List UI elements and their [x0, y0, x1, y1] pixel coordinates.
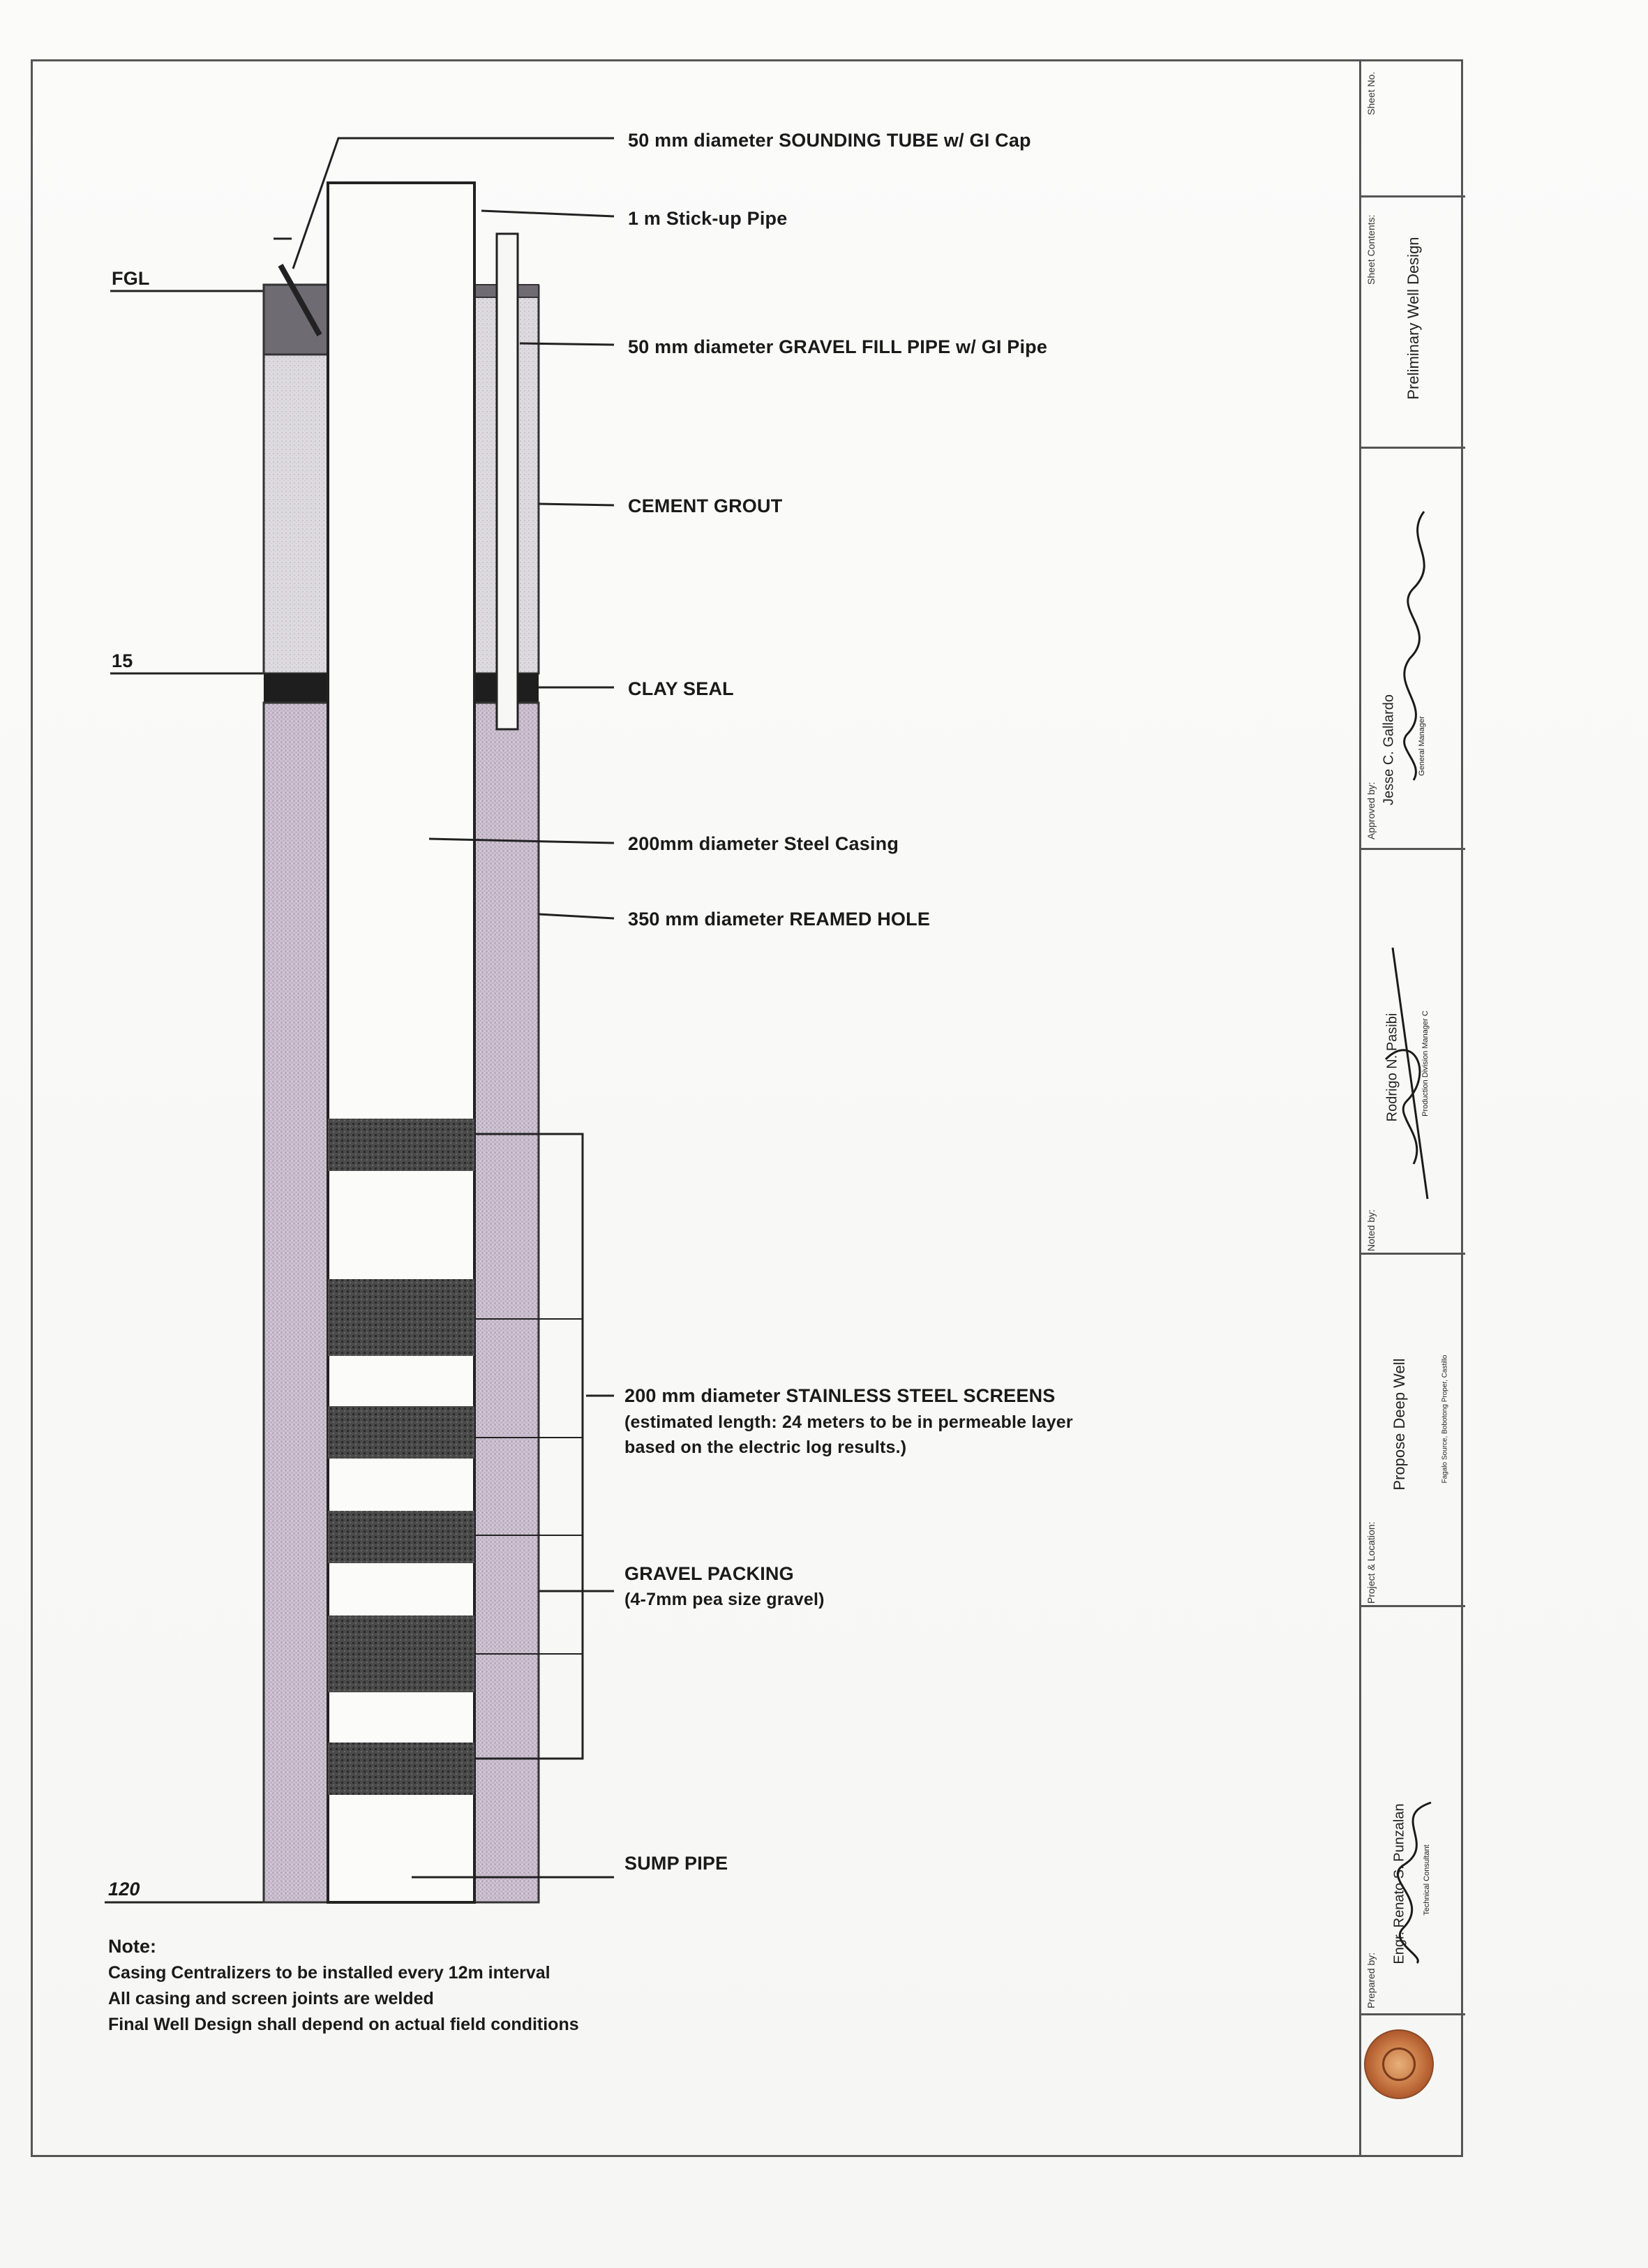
note-line-2: All casing and screen joints are welded: [108, 1989, 434, 2008]
tb-approver-name: Jesse C. Gallardo: [1381, 694, 1397, 805]
left-cement-grout: [264, 328, 328, 673]
noter-signature: [1372, 934, 1448, 1213]
tb-approver-title: General Manager: [1418, 716, 1426, 776]
tb-prepared-caption: Prepared by:: [1365, 1952, 1377, 2008]
right-gravel-pack: [474, 703, 539, 1902]
tb-sheet-no: [1361, 59, 1465, 195]
official-seal-icon: [1364, 2029, 1434, 2099]
depth-15-label: 15: [112, 650, 133, 671]
callout-steel-casing: 200mm diameter Steel Casing: [628, 833, 899, 854]
callout-clay-seal: CLAY SEAL: [628, 678, 734, 699]
screen-3: [328, 1406, 474, 1458]
leader-gravel-fill: [520, 343, 614, 345]
tb-preparer-name: Engr. Renato S. Punzalan: [1391, 1803, 1407, 1964]
note-line-3: Final Well Design shall depend on actual field conditions: [108, 2015, 579, 2034]
preparer-signature: [1375, 1789, 1452, 1970]
left-gravel-pack: [264, 703, 328, 1902]
tb-sheet-contents: [1361, 195, 1465, 447]
tb-noter-title: Production Division Manager C: [1421, 1010, 1430, 1117]
screen-6: [328, 1743, 474, 1795]
callout-gravel-packing-line1: GRAVEL PACKING: [624, 1563, 794, 1584]
fgl-label: FGL: [112, 268, 150, 289]
notes-title: Note:: [108, 1936, 156, 1957]
tb-approved: [1361, 447, 1465, 848]
tb-project: [1361, 1253, 1465, 1605]
notes: [108, 1936, 579, 2041]
callout-stickup-pipe: 1 m Stick-up Pipe: [628, 208, 788, 229]
tb-approved-caption: Approved by:: [1365, 782, 1377, 840]
leader-stickup: [481, 211, 614, 216]
screen-5: [328, 1616, 474, 1692]
callout-gravel-fill-pipe: 50 mm diameter GRAVEL FILL PIPE w/ GI Pipe: [628, 336, 1048, 357]
callout-gravel-packing-line2: (4-7mm pea size gravel): [624, 1590, 825, 1609]
tb-noted: [1361, 848, 1465, 1253]
tb-sheet-contents-value: Preliminary Well Design: [1404, 237, 1422, 400]
tb-preparer-title: Technical Consultant: [1423, 1844, 1431, 1916]
screen-2: [328, 1279, 474, 1356]
note-line-1: Casing Centralizers to be installed every 12m interval: [108, 1963, 550, 1983]
tb-noter-name: Rodrigo N. Pasibi: [1384, 1013, 1400, 1122]
screen-1: [328, 1119, 474, 1171]
tb-project-location: Fagalo Source, Bobotong Proper, Castillo: [1441, 1355, 1449, 1484]
callout-reamed-hole: 350 mm diameter REAMED HOLE: [628, 909, 931, 930]
callout-sump-pipe: SUMP PIPE: [624, 1853, 728, 1874]
tb-sheet-contents-caption: Sheet Contents:: [1365, 214, 1377, 285]
tb-prepared: [1361, 1605, 1465, 2013]
callout-screens-line1: 200 mm diameter STAINLESS STEEL SCREENS: [624, 1385, 1056, 1406]
clay-seal-left: [264, 673, 328, 703]
title-block: [1359, 59, 1463, 2157]
depth-120-label: 120: [108, 1879, 140, 1900]
tb-noted-caption: Noted by:: [1365, 1209, 1377, 1251]
tb-sheet-no-caption: Sheet No.: [1365, 71, 1377, 115]
tb-project-caption: Project & Location:: [1365, 1521, 1377, 1604]
screen-4: [328, 1511, 474, 1563]
leader-reamed-hole: [539, 914, 614, 918]
leader-cement-grout: [539, 504, 614, 505]
callout-screens-line2: (estimated length: 24 meters to be in permeable layer: [624, 1412, 1073, 1432]
callout-sounding-tube: 50 mm diameter SOUNDING TUBE w/ GI Cap: [628, 130, 1031, 151]
tb-project-name: Propose Deep Well: [1391, 1358, 1408, 1491]
callout-screens-line3: based on the electric log results.): [624, 1438, 907, 1457]
callout-cement-grout: CEMENT GROUT: [628, 495, 783, 516]
gravel-fill-pipe: [497, 234, 518, 729]
